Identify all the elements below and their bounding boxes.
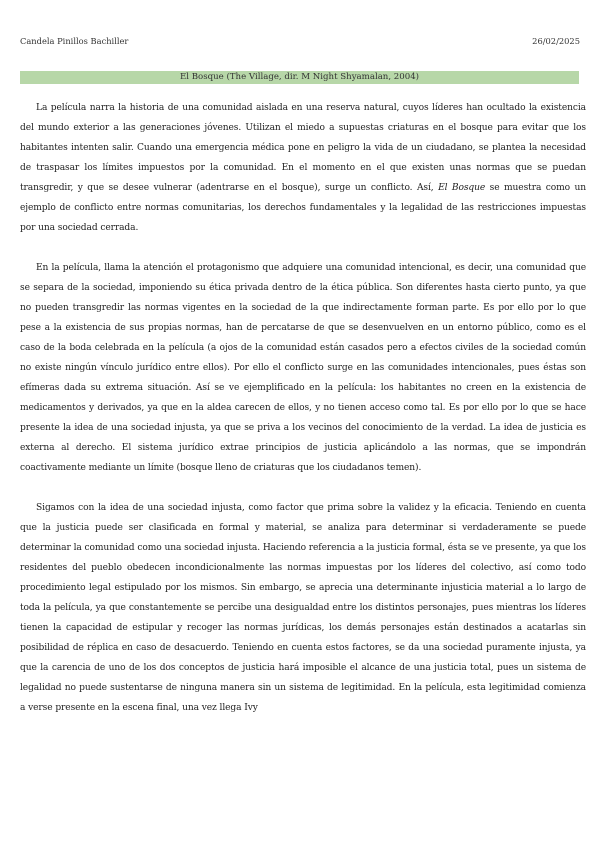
document-body <box>20 98 586 718</box>
paragraph-1-text-a: La película narra la historia de una comunidad aislada en una reserva natural, cuyos líderes han ocultado la existencia del mundo exterior a las generaciones jóvenes. Utilizan el miedo a supuestas criaturas en el bosque para evitar que los habitantes intenten salir. Cuando una emergencia médica pone en peligro la vida de un ciudadano, se plantea la necesidad de traspasar los límites impuestos por la comunidad. En el momento en el que existen unas normas que se puedan transgredir, y que se desee vulnerar (adentrarse en el bosque), surge un conflicto. Así, <box>20 103 586 193</box>
document-title: El Bosque (The Village, dir. M Night Shyamalan, 2004) <box>20 71 579 84</box>
page-header <box>20 36 580 46</box>
paragraph-2: En la película, llama la atención el protagonismo que adquiere una comunidad intencional, es decir, una comunidad que se separa de la sociedad, imponiendo su ética privada dentro de la ética pública. Son diferentes hasta cierto punto, ya que no pueden transgredir las normas vigentes en la sociedad de la que indirectamente forman parte. Es por ello por lo que pese a la existencia de sus propias normas, han de percatarse de que se desenvuelven en un entorno público, como es el caso de la boda celebrada en la película (a ojos de la comunidad están casados pero a efectos civiles de la sociedad común no existe ningún vínculo jurídico entre ellos). Por ello el conflicto surge en las comunidades intencionales, pues éstas son efímeras dada su extrema situación. Así se ve ejemplificado en la película: los habitantes no creen en la existencia de medicamentos y derivados, ya que en la aldea carecen de ellos, y no tienen acceso como tal. Es por ello por lo que se hace presente la idea de una sociedad injusta, ya que se priva a los vecinos del conocimiento de la verdad. La idea de justicia es externa al derecho. El sistema jurídico extrae principios de justicia aplicándolo a las normas, que se impondrán coactivamente mediante un límite (bosque lleno de criaturas que los ciudadanos temen). <box>20 263 586 473</box>
paragraph-3: Sigamos con la idea de una sociedad injusta, como factor que prima sobre la validez y la eficacia. Teniendo en cuenta que la justicia puede ser clasificada en formal y material, se analiza para determinar si verdaderamente se puede determinar la comunidad como una sociedad injusta. Haciendo referencia a la justicia formal, ésta se ve presente, ya que los residentes del pueblo obedecen incondicionalmente las normas impuestas por los líderes del colectivo, así como todo procedimiento legal estipulado por los mismos. Sin embargo, se aprecia una determinante injusticia material a lo largo de toda la película, ya que constantemente se percibe una desigualdad entre los distintos personajes, pues mientras los líderes tienen la capacidad de estipular y recoger las normas jurídicas, los demás personajes están destinados a acatarlas sin posibilidad de réplica en caso de desacuerdo. Teniendo en cuenta estos factores, se da una sociedad puramente injusta, ya que la carencia de uno de los dos conceptos de justicia hará imposible el alcance de una justicia total, pues un sistema de legalidad no puede sustentarse de ninguna manera sin un sistema de legitimidad. En la película, esta legitimidad comienza a verse presente en la escena final, una vez llega Ivy <box>20 503 586 713</box>
paragraph-1 <box>20 98 586 238</box>
film-title-italic: El Bosque <box>438 183 486 193</box>
document-date: 26/02/2025 <box>532 36 580 46</box>
author-name: Candela Pinillos Bachiller <box>20 36 129 46</box>
paragraph-1-text-b: se muestra como un ejemplo de conflicto entre normas comunitarias, los derechos fundamentales y la legalidad de las restricciones impuestas por una sociedad cerrada. <box>20 183 587 233</box>
